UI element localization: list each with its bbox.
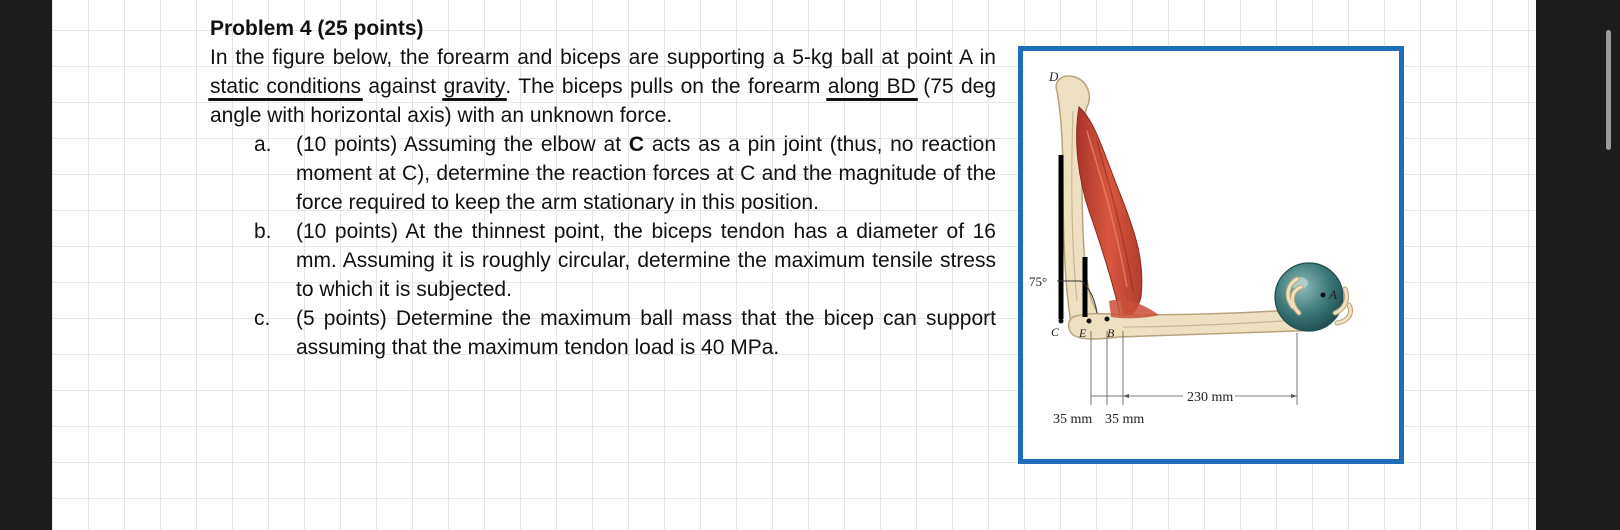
underline-along-bd: along BD (827, 75, 916, 98)
arm-figure (1023, 51, 1399, 459)
part-c (210, 304, 996, 362)
intro-text-2: against (361, 75, 444, 98)
part-c-text: (5 points) Determine the maximum ball mass that the bicep can support assuming that the maximum tendon load is 40 MPa. (296, 307, 996, 359)
scrollbar-thumb[interactable] (1606, 30, 1611, 150)
label-dim-mid: 35 mm (1105, 412, 1145, 427)
label-e: E (1079, 326, 1087, 340)
brachialis-muscle (1109, 300, 1159, 319)
problem-parts (210, 130, 996, 362)
underline-gravity: gravity (443, 75, 506, 98)
label-b: B (1107, 326, 1115, 340)
part-a-text-1: (10 points) Assuming the elbow at (296, 133, 629, 156)
point-e-dot (1087, 319, 1092, 324)
label-a: A (1329, 287, 1337, 302)
part-c-letter: c. (254, 307, 271, 330)
part-b-letter: b. (254, 220, 272, 243)
figure-frame (1018, 46, 1404, 464)
point-b-dot (1105, 317, 1110, 322)
label-d: D (1049, 69, 1059, 84)
label-c: C (1051, 325, 1060, 339)
part-b (210, 217, 996, 304)
part-a-bold: C (628, 133, 645, 156)
point-c-dot (1059, 319, 1064, 324)
intro-text-1: In the figure below, the forearm and biceps are supporting a 5-kg ball at point A in (210, 46, 996, 69)
intro-text-4: (75 deg angle with horizontal axis) with an unknown force. (210, 75, 997, 127)
point-a-dot (1321, 293, 1326, 298)
intro-text-3: . The biceps pulls on the forearm (505, 75, 828, 98)
part-a-text-2: acts as a pin joint (thus, no reaction moment at C), determine the reaction forces at C and the magnitude of the force required to keep the arm stationary in this position. (296, 133, 997, 214)
label-dim-left: 35 mm (1053, 412, 1093, 427)
problem-text (210, 14, 996, 362)
label-angle: 75° (1029, 274, 1048, 289)
part-a-letter: a. (254, 133, 272, 156)
underline-static-conditions: static conditions (210, 75, 361, 98)
part-b-text: (10 points) At the thinnest point, the biceps tendon has a diameter of 16 mm. Assuming it is roughly circular, determine the maximum tensile stress to which it is subjected. (296, 220, 996, 301)
part-a (210, 130, 996, 217)
label-dim-right: 230 mm (1187, 390, 1234, 405)
problem-intro (210, 43, 996, 130)
problem-title: Problem 4 (25 points) (210, 17, 424, 40)
